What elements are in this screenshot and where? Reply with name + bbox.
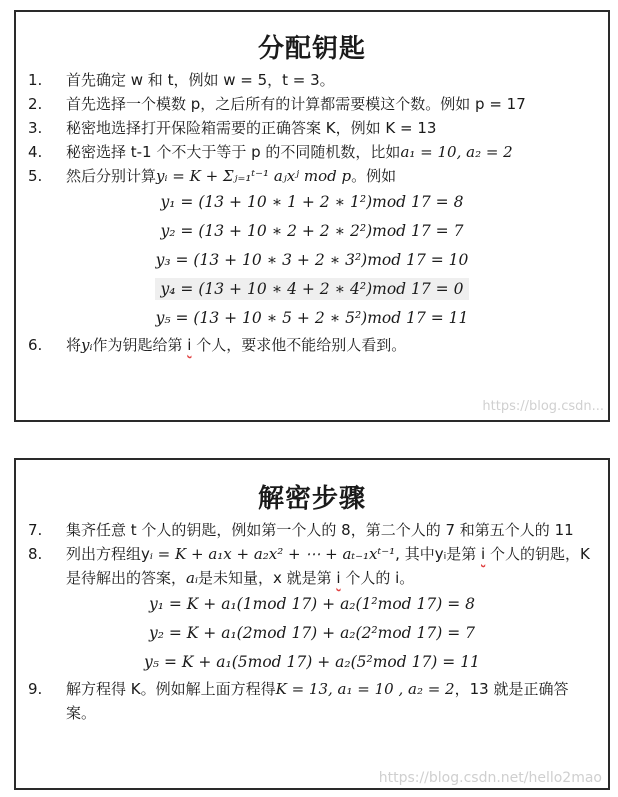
card-title: 解密步骤: [257, 484, 366, 514]
list-item: 9. 解方程得 K。例如解上面方程得K = 13, a₁ = 10 , a₂ = 2，13 就是正确答案。: [28, 680, 569, 722]
formula-line: y₃ = (13 + 10 ∗ 3 + 2 ∗ 3²)mod 17 = 10: [155, 251, 469, 269]
list-item: 4. 秘密选择 t-1 个不大于等于 p 的不同随机数，比如a₁ = 10, a₂ = 2: [28, 143, 513, 161]
card-title: 分配钥匙: [257, 34, 366, 64]
list-item: 5. 然后分别计算yᵢ = K + Σⱼ₌₁ᵗ⁻¹ aⱼxʲ mod p。例如: [28, 167, 397, 185]
formula-line: y₂ = (13 + 10 ∗ 2 + 2 ∗ 2²)mod 17 = 7: [160, 222, 464, 240]
distribute-keys-card: [14, 10, 610, 422]
list-item: 6. 将yᵢ作为钥匙给第 i 个人，要求他不能给别人看到。: [28, 336, 407, 354]
decrypt-steps-card: [14, 458, 610, 790]
equation-system: [16, 590, 608, 677]
formula-line: y₁ = K + a₁(1mod 17) + a₂(1²mod 17) = 8: [148, 595, 475, 613]
list-item: 8. 列出方程组yᵢ = K + a₁x + a₂x² + ⋯ + aₜ₋₁xᵗ⁻¹, 其中yᵢ是第 i 个人的钥匙，K 是待解出的答案，aᵢ是未知量，x 就是第 i 个人的 i。: [28, 545, 590, 587]
list-item: 7. 集齐任意 t 个人的钥匙，例如第一个人的 8，第二个人的 7 和第五个人的 11: [28, 521, 574, 539]
watermark: https://blog.csdn...: [482, 399, 604, 414]
steps-list: [16, 68, 608, 188]
formula-line: y₁ = (13 + 10 ∗ 1 + 2 ∗ 1²)mod 17 = 8: [160, 193, 464, 211]
formula-line: y₅ = (13 + 10 ∗ 5 + 2 ∗ 5²)mod 17 = 11: [155, 309, 469, 327]
watermark: https://blog.csdn.net/hello2mao: [378, 770, 602, 786]
example-formulas: [16, 188, 608, 333]
list-item: 3. 秘密地选择打开保险箱需要的正确答案 K，例如 K = 13: [28, 119, 437, 137]
formula-line: y₅ = K + a₁(5mod 17) + a₂(5²mod 17) = 11: [144, 653, 480, 671]
formula-line: y₂ = K + a₁(2mod 17) + a₂(2²mod 17) = 7: [148, 624, 475, 642]
list-item: 2. 首先选择一个模数 p，之后所有的计算都需要模这个数。例如 p = 17: [28, 95, 526, 113]
formula-line-highlighted: y₄ = (13 + 10 ∗ 4 + 2 ∗ 4²)mod 17 = 0: [16, 275, 608, 304]
list-item: 1. 首先确定 w 和 t，例如 w = 5，t = 3。: [28, 71, 335, 89]
